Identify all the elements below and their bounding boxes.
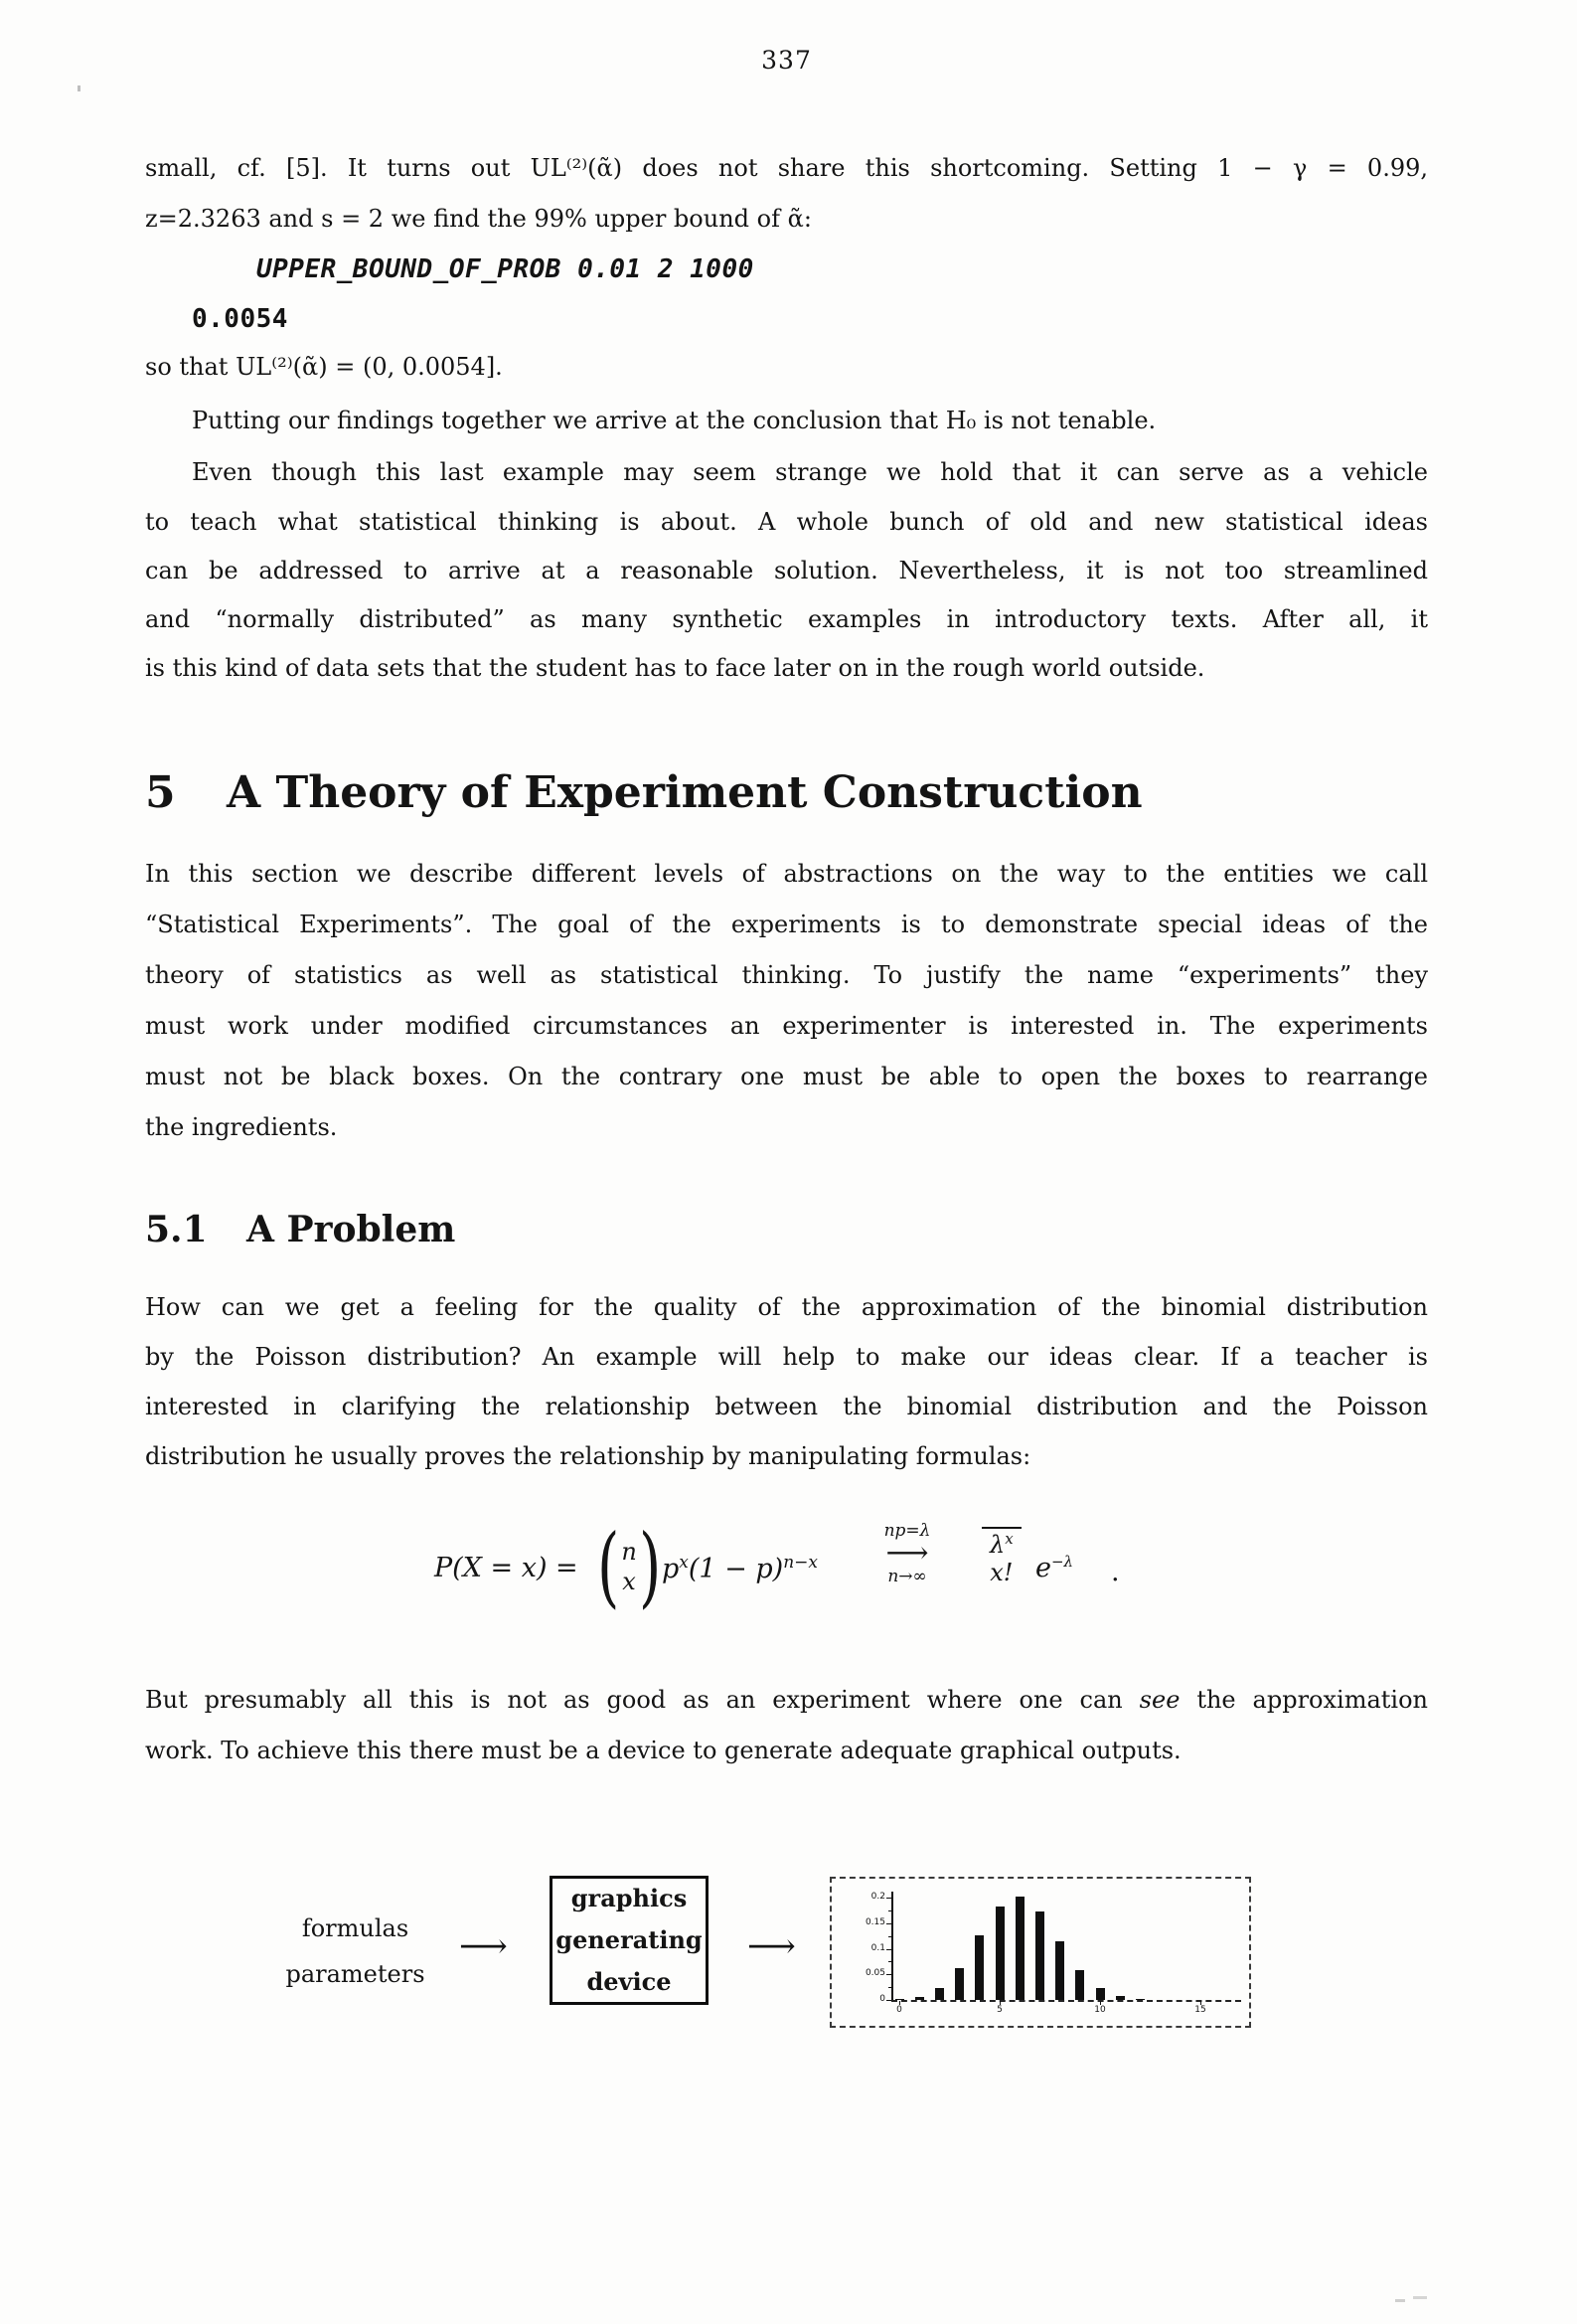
putting-line: Putting our findings together we arrive at the conclusion that H₀ is not tenable. [192, 407, 1157, 434]
so-that-line: so that UL⁽²⁾(ᾶ) = (0, 0.0054]. [145, 353, 503, 381]
y-tick-label: 0.05 [865, 1968, 885, 1979]
y-tick-label: 0.15 [865, 1916, 885, 1927]
chart-bar [1136, 1999, 1145, 2000]
paragraph-line: In this section we describe different levels of abstractions on the way to the entities we call [145, 860, 1428, 888]
chart-bar [955, 1968, 964, 2000]
paragraph-line: can be addressed to arrive at a reasonable solution. Nevertheless, it is not too streamlined [145, 557, 1428, 584]
chart-bar [895, 1999, 904, 2000]
binomial-coefficient [591, 1515, 667, 1617]
formula-rhs: $p^x(1 - p)^{n-x}$ [662, 1553, 818, 1584]
y-tick-label: 0.1 [870, 1942, 885, 1953]
formula-period: . [1111, 1557, 1120, 1587]
y-tick-label: 0.2 [870, 1892, 885, 1902]
paragraph-line: the ingredients. [145, 1113, 338, 1141]
formula-lhs: P(X = x) = [434, 1553, 578, 1583]
chart-bar [996, 1907, 1005, 2000]
fraction-bar [982, 1527, 1022, 1529]
chart-bar [915, 1997, 924, 2000]
y-tick [886, 1898, 891, 1899]
paragraph-line: But presumably all this is not as good as an experiment where one can see the approximation [145, 1686, 1428, 1714]
emphasized-word: see [1139, 1686, 1181, 1714]
y-minor-tick [888, 1961, 891, 1962]
paragraph-line: is this kind of data sets that the student has to face later on in the rough world outside. [145, 654, 1205, 682]
y-tick [886, 1923, 891, 1924]
code-call-line: UPPER_BOUND_OF_PROB 0.01 2 1000 [256, 254, 754, 284]
chart-bar [1016, 1897, 1025, 2000]
paragraph-line: interested in clarifying the relationship between the binomial distribution and the Poisson [145, 1393, 1428, 1420]
chart-x-axis [891, 2000, 1241, 2002]
section-title: A Theory of Experiment Construction [227, 767, 1143, 818]
chart-bar [935, 1988, 944, 2000]
paragraph-line: to teach what statistical thinking is about. A whole bunch of old and new statistical ideas [145, 508, 1428, 536]
scan-artifact [1395, 2299, 1405, 2302]
chart-bar [1055, 1941, 1064, 2000]
limit-arrow [863, 1521, 952, 1586]
box-label: generating [555, 1925, 703, 1954]
paragraph-line: “Statistical Experiments”. The goal of the experiments is to demonstrate special ideas of the [145, 911, 1428, 938]
y-tick [886, 1974, 891, 1975]
code-result-line: 0.0054 [192, 304, 288, 334]
box-label: device [586, 1967, 672, 1996]
x-tick-label: 0 [896, 2005, 902, 2015]
paren-close: ) [638, 1515, 662, 1617]
paragraph-line: How can we get a feeling for the quality of the approximation of the binomial distribution [145, 1293, 1428, 1321]
binom-x: x [622, 1568, 636, 1595]
scan-artifact [1413, 2296, 1427, 2299]
y-minor-tick [888, 1936, 891, 1937]
chart-y-axis [891, 1892, 893, 2001]
chart-bar [975, 1935, 984, 2000]
paragraph-line: must not be black boxes. On the contrary one must be able to open the boxes to rearrange [145, 1063, 1428, 1090]
y-tick [886, 2000, 891, 2001]
paragraph-line: small, cf. [5]. It turns out UL⁽²⁾(ᾶ) does not share this shortcoming. Setting 1 − γ = 0.99, [145, 154, 1428, 182]
box-label: graphics [570, 1884, 688, 1912]
diagram-input-label: formulas [301, 1914, 409, 1942]
scan-artifact [78, 85, 80, 91]
section-number: 5 [145, 767, 176, 818]
binomial-poisson-formula [0, 1515, 1577, 1628]
right-arrow-icon: ⟶ [747, 1926, 796, 1966]
graphics-device-box [550, 1876, 709, 2005]
paragraph-line: and “normally distributed” as many synthetic examples in introductory texts. After all, it [145, 605, 1428, 633]
paragraph-line: by the Poisson distribution? An example will help to make our ideas clear. If a teacher is [145, 1343, 1428, 1371]
page-number: 337 [761, 46, 812, 75]
chart-bar [1075, 1970, 1084, 2000]
paragraph-line: Even though this last example may seem strange we hold that it can serve as a vehicle [192, 458, 1428, 486]
paren-open: ( [597, 1515, 620, 1617]
y-minor-tick [888, 1910, 891, 1911]
limit-condition-bottom: n→∞ [887, 1567, 927, 1586]
y-tick-label: 0 [879, 1994, 885, 2004]
x-tick-label: 10 [1094, 2005, 1106, 2015]
mini-bar-chart [830, 1877, 1251, 2028]
limit-condition-top: np=λ [883, 1521, 931, 1541]
section-number: 5.1 [145, 1209, 208, 1250]
x-tick-label: 15 [1194, 2005, 1206, 2015]
paragraph-line: distribution he usually proves the relationship by manipulating formulas: [145, 1442, 1031, 1470]
binom-n: n [621, 1538, 637, 1566]
y-tick [886, 1949, 891, 1950]
right-arrow-icon: ⟶ [459, 1926, 508, 1966]
poisson-fraction: $\lambda^x$ x! [990, 1525, 1014, 1586]
paragraph-line: theory of statistics as well as statistical thinking. To justify the name “experiments” they [145, 961, 1428, 989]
diagram-input-label: parameters [285, 1960, 425, 1988]
paragraph-line: z=2.3263 and s = 2 we find the 99% upper bound of ᾶ: [145, 205, 812, 233]
section-title: A Problem [246, 1209, 456, 1250]
paragraph-line: work. To achieve this there must be a device to generate adequate graphical outputs. [145, 1737, 1182, 1764]
right-arrow-icon: ⟶ [885, 1536, 929, 1571]
chart-bar [1096, 1988, 1105, 2000]
paragraph-line: must work under modified circumstances an experimenter is interested in. The experiments [145, 1012, 1428, 1040]
exp-term: $e^{-\lambda}$ [1035, 1553, 1074, 1583]
y-minor-tick [888, 1987, 891, 1988]
chart-bar [1116, 1996, 1125, 2000]
x-tick-label: 5 [997, 2005, 1003, 2015]
chart-bar [1035, 1911, 1044, 2000]
